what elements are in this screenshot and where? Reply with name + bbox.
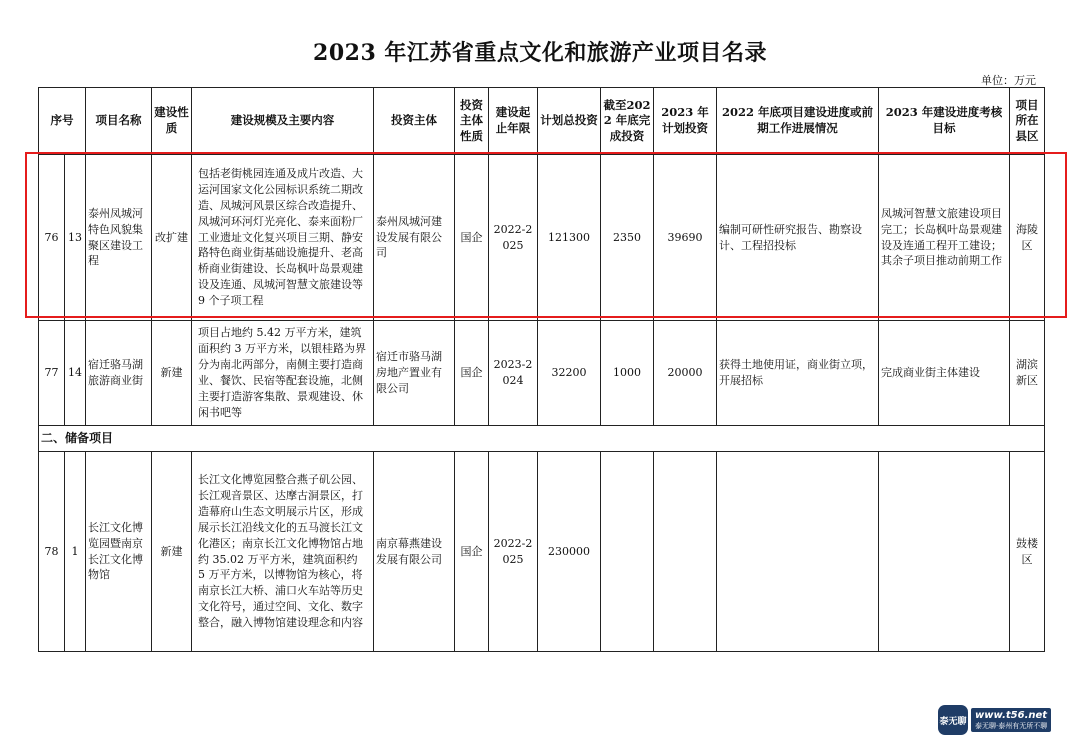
row-progress-2022: 获得土地使用证，商业街立项，开展招标 — [717, 321, 879, 426]
row-district: 鼓楼区 — [1010, 452, 1045, 652]
project-table — [38, 87, 1045, 652]
row-completed-2022: 2350 — [601, 155, 654, 321]
unit-label: 单位：万元 — [981, 74, 1036, 87]
row-name: 宿迁骆马湖旅游商业街 — [86, 321, 152, 426]
header-nature: 建设性质 — [152, 88, 192, 155]
row-target-2023 — [879, 452, 1010, 652]
header-district: 项目所在县区 — [1010, 88, 1045, 155]
table-row — [39, 321, 1045, 426]
row-content: 包括老街桃园连通及成片改造、大运河国家文化公园标识系统二期改造、凤城河风景区综合改造提升、凤城河环河灯光亮化、泰来面粉厂工业遗址文化复兴项目三期、静安路特色商业街基础设施提升、老高桥商业街建设、长岛枫叶岛景观建设及连通、凤城河智慧文旅建设等 9 个子项工程 — [192, 155, 374, 321]
header-completed-2022: 截至2022 年底完成投资 — [601, 88, 654, 155]
row-period: 2022-2025 — [489, 452, 538, 652]
row-sub-no: 14 — [65, 321, 86, 426]
header-planned-2023: 2023 年计划投资 — [654, 88, 717, 155]
row-no: 76 — [39, 155, 65, 321]
header-content: 建设规模及主要内容 — [192, 88, 374, 155]
row-completed-2022: 1000 — [601, 321, 654, 426]
row-no: 78 — [39, 452, 65, 652]
row-planned-total: 32200 — [538, 321, 601, 426]
row-nature: 新建 — [152, 452, 192, 652]
row-no: 77 — [39, 321, 65, 426]
header-planned-total: 计划总投资 — [538, 88, 601, 155]
header-investor-type: 投资主体性质 — [455, 88, 489, 155]
section-title: 二、储备项目 — [39, 426, 1045, 452]
row-sub-no: 13 — [65, 155, 86, 321]
header-period: 建设起止年限 — [489, 88, 538, 155]
row-nature: 新建 — [152, 321, 192, 426]
header-seq: 序号 — [39, 88, 86, 155]
row-completed-2022 — [601, 452, 654, 652]
header-target-2023: 2023 年建设进度考核目标 — [879, 88, 1010, 155]
watermark-url: www.t56.net — [975, 709, 1048, 721]
row-period: 2022-2025 — [489, 155, 538, 321]
row-investor: 宿迁市骆马湖房地产置业有限公司 — [374, 321, 455, 426]
row-nature: 改扩建 — [152, 155, 192, 321]
watermark-text — [971, 708, 1051, 732]
table-row — [39, 155, 1045, 321]
watermark-sub: 泰无聊·泰州有无所不聊 — [975, 721, 1048, 730]
row-content: 项目占地约 5.42 万平方米，建筑面积约 3 万平方米，以银桂路为界分为南北两部分，南侧主要打造商业、餐饮、民宿等配套设施，北侧主要打造游客集散、景观建设、休闲书吧等 — [192, 321, 374, 426]
watermark-logo: 泰无聊 — [938, 705, 968, 735]
row-planned-2023: 39690 — [654, 155, 717, 321]
row-investor: 南京幕燕建设发展有限公司 — [374, 452, 455, 652]
row-investor-type: 国企 — [455, 452, 489, 652]
row-progress-2022 — [717, 452, 879, 652]
row-investor-type: 国企 — [455, 321, 489, 426]
row-sub-no: 1 — [65, 452, 86, 652]
row-planned-total: 121300 — [538, 155, 601, 321]
row-progress-2022: 编制可研性研究报告、勘察设计、工程招投标 — [717, 155, 879, 321]
row-target-2023: 完成商业街主体建设 — [879, 321, 1010, 426]
section-row — [39, 426, 1045, 452]
watermark — [938, 701, 1074, 739]
row-planned-total: 230000 — [538, 452, 601, 652]
document-title: 2023 年江苏省重点文化和旅游产业项目名录 — [313, 40, 767, 66]
row-district: 湖滨新区 — [1010, 321, 1045, 426]
row-name: 泰州凤城河特色风貌集聚区建设工程 — [86, 155, 152, 321]
row-district: 海陵区 — [1010, 155, 1045, 321]
row-name: 长江文化博览园暨南京长江文化博物馆 — [86, 452, 152, 652]
row-target-2023: 凤城河智慧文旅建设项目完工；长岛枫叶岛景观建设及连通工程开工建设；其余子项目推动前期工作 — [879, 155, 1010, 321]
row-period: 2023-2024 — [489, 321, 538, 426]
row-investor: 泰州凤城河建设发展有限公司 — [374, 155, 455, 321]
row-content: 长江文化博览园整合燕子矶公园、长江观音景区、达摩古洞景区，打造幕府山生态文明展示片区，形成展示长江沿线文化的五马渡长江文化港区；南京长江文化博物馆占地约 35.02 万平方米，建筑面积约 5 万平方米，以博物馆为核心，将南京长江大桥、浦口火车站等历史文化符号，通过空间、文化、数字整合，融入博物馆建设理念和内容 — [192, 452, 374, 652]
header-name: 项目名称 — [86, 88, 152, 155]
header-progress-2022: 2022 年底项目建设进度或前期工作进展情况 — [717, 88, 879, 155]
table-row — [39, 452, 1045, 652]
row-planned-2023: 20000 — [654, 321, 717, 426]
row-investor-type: 国企 — [455, 155, 489, 321]
header-investor: 投资主体 — [374, 88, 455, 155]
row-planned-2023 — [654, 452, 717, 652]
header-row — [39, 88, 1045, 155]
